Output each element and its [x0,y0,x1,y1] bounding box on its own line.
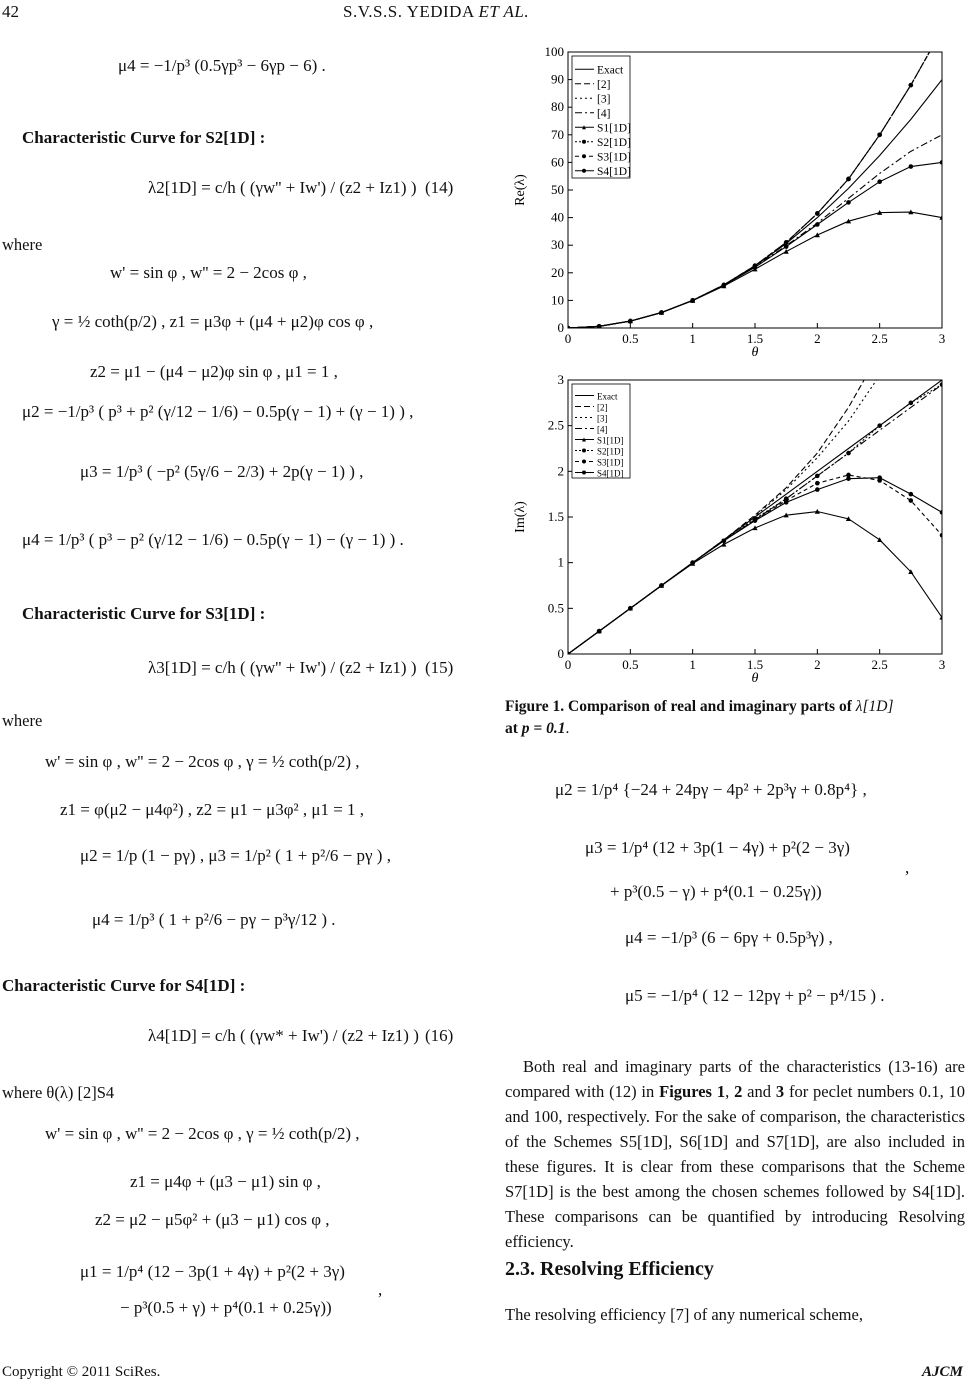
legend-label: S3[1D] [597,151,631,164]
legend-label: S2[1D] [597,446,624,457]
y-tick-label: 90 [551,71,564,87]
x-tick-label: 1.5 [746,331,764,346]
x-tick-label: 3 [938,331,946,346]
data-point [753,518,758,523]
chart-imaginary-part [510,372,955,690]
equation-line: z2 = μ2 − μ5φ² + (μ3 − μ1) cos φ , [95,1210,330,1229]
y-tick-label: 2 [557,463,564,479]
legend-label: [4] [597,107,611,120]
footer-journal: AJCM [922,1364,963,1380]
heading-s4: Characteristic Curve for S4[1D] : [2,976,246,995]
data-point [909,83,914,88]
x-tick-label: 1 [689,657,696,672]
y-tick-label: 30 [551,237,564,253]
y-tick-label: 0.5 [547,600,564,616]
legend-label: [2] [597,78,611,91]
data-point [815,222,820,227]
x-tick-label: 2.5 [871,331,888,346]
legend-label: S1[1D] [597,122,631,135]
y-axis-label: Im(λ) [513,501,528,533]
data-point [877,423,882,428]
equation-15: λ3[1D] = c/h ( (γw'' + Iw') / (z2 + Iz1) ) [148,658,417,677]
data-point [753,265,758,270]
equation-line: z1 = μ4φ + (μ3 − μ1) sin φ , [130,1172,321,1191]
legend-label: S4[1D] [597,165,631,178]
data-point [690,560,695,565]
y-tick-label: 0 [557,646,564,661]
data-point [722,538,727,543]
data-point [846,200,851,205]
equation-line: μ4 = 1/p³ ( 1 + p²/6 − pγ − p³γ/12 ) . [92,910,336,929]
y-tick-label: 2.5 [547,417,564,433]
running-title-etal: ET AL. [478,2,530,21]
equation-line: μ2 = −1/p³ ( p³ + p² (γ/12 − 1/6) − 0.5p(γ − 1) + (γ − 1) ) , [22,402,414,421]
figure-ref: 3 [775,1082,785,1101]
legend-label: Exact [597,64,624,77]
y-tick-label: 10 [551,292,564,308]
x-tick-label: 0.5 [622,331,639,346]
page-number: 42 [2,2,19,21]
data-point [659,583,664,588]
x-tick-label: 2.5 [871,657,888,672]
equation-14: λ2[1D] = c/h ( (γw'' + Iw') / (z2 + Iz1) ) [148,178,417,197]
equation-number-16: (16) [425,1026,454,1045]
y-tick-label: 50 [551,182,564,197]
legend-label: S3[1D] [597,457,624,468]
x-tick-label: 1.5 [746,657,764,672]
legend-marker [582,169,586,173]
y-tick-label: 70 [551,126,564,142]
paragraph-comparison [505,1054,965,1254]
equation-number-15: (15) [425,658,454,677]
equation-line: μ4 = 1/p³ ( p³ − p² (γ/12 − 1/6) − 0.5p(γ − 1) − (γ − 1) ) . [22,530,404,549]
y-tick-label: 3 [557,372,564,387]
heading-s3: Characteristic Curve for S3[1D] : [22,604,266,623]
equation-line: γ = ½ coth(p/2) , z1 = μ3φ + (μ4 + μ2)φ cos φ , [52,312,374,331]
running-title [343,2,529,22]
data-point [815,211,820,216]
figure-caption [505,696,955,740]
legend-marker [582,140,586,144]
data-point [566,652,571,657]
y-tick-label: 20 [551,264,564,280]
where-label: where [2,235,43,254]
figure-ref: Figures 1 [659,1082,726,1101]
paragraph-text: Both real and imaginary parts of the characteristics (13-16) are compared with (12) in [505,1057,965,1101]
x-tick-label: 0 [564,657,572,672]
x-tick-label: 1 [689,331,696,346]
data-point [784,244,789,249]
where-label: where θ(λ) [2]S4 [2,1083,115,1102]
footer-copyright: Copyright © 2011 SciRes. [2,1364,161,1380]
data-point [628,319,633,324]
data-point [784,500,789,505]
equation-mu4-top: μ4 = −1/p³ (0.5γp³ − 6γp − 6) . [118,56,326,75]
equation-mu3: μ3 = 1/p⁴ (12 + 3p(1 − 4γ) + p²(2 − 3γ) [585,838,850,857]
legend-label: [4] [597,424,608,435]
x-tick-label: 2 [814,331,821,346]
data-point [566,326,571,331]
comma: , [905,858,910,877]
legend-marker [582,154,586,158]
comma: , [378,1280,383,1299]
data-point [940,160,945,165]
y-tick-label: 40 [551,209,564,225]
data-point [846,476,851,481]
legend-marker [582,471,586,475]
equation-line: w' = sin φ , w'' = 2 − 2cos φ , γ = ½ coth(p/2) , [45,1124,360,1143]
y-tick-label: 60 [551,154,564,170]
paragraph-text: and [747,1082,771,1101]
data-point [877,133,882,138]
x-tick-label: 3 [938,657,946,672]
paragraph-resolving: The resolving efficiency [7] of any numerical scheme, [505,1305,863,1324]
data-point [815,474,820,479]
data-point [940,533,945,538]
section-title: 2.3. Resolving Efficiency [505,1258,714,1280]
legend-label: Exact [597,391,618,402]
legend-label: S4[1D] [597,468,624,479]
caption-text: Figure 1. Comparison of real and imaginary parts of [505,698,852,715]
chart-real-part [510,40,955,370]
data-point [877,475,882,480]
data-point [597,324,602,329]
equation-mu4: μ4 = −1/p³ (6 − 6pγ + 0.5p³γ) , [625,928,833,947]
equation-number-14: (14) [425,178,454,197]
legend-label: [3] [597,413,608,424]
data-point [722,283,727,288]
data-point [877,179,882,184]
x-axis-label: θ [751,671,759,686]
caption-text: at [505,720,518,737]
equation-line: w' = sin φ , w'' = 2 − 2cos φ , γ = ½ coth(p/2) , [45,752,360,771]
legend-label: [2] [597,402,608,413]
heading-s2: Characteristic Curve for S2[1D] : [22,128,266,147]
equation-mu2: μ2 = 1/p⁴ {−24 + 24pγ − 4p² + 2p³γ + 0.8p⁴} , [555,780,867,799]
equation-line: μ1 = 1/p⁴ (12 − 3p(1 + 4γ) + p²(2 + 3γ) [80,1262,345,1281]
data-point [940,382,945,387]
data-point [909,401,914,406]
caption-p: p = 0.1 [521,720,566,737]
data-point [846,177,851,182]
data-point [909,164,914,169]
legend-label: S2[1D] [597,136,631,149]
x-tick-label: 2 [814,657,821,672]
data-point [815,487,820,492]
data-point [940,510,945,515]
data-point [815,481,820,486]
legend-label: S1[1D] [597,435,624,446]
where-label: where [2,711,43,730]
equation-line: μ3 = 1/p³ ( −p² (5γ/6 − 2/3) + 2p(γ − 1) ) , [80,462,364,481]
legend-marker [582,460,586,464]
equation-line: z1 = φ(μ2 − μ4φ²) , z2 = μ1 − μ3φ² , μ1 = 1 , [60,800,365,819]
data-point [690,298,695,303]
y-tick-label: 80 [551,99,564,115]
running-title-authors: S.V.S.S. YEDIDA [343,2,474,21]
data-point [659,310,664,315]
data-point [784,240,789,245]
data-point [846,451,851,456]
y-tick-label: 1.5 [547,509,564,524]
data-point [628,606,633,611]
legend-label: [3] [597,93,611,106]
equation-mu5: μ5 = −1/p⁴ ( 12 − 12pγ + p² − p⁴/15 ) . [625,986,885,1005]
equation-mu3-continued: + p³(0.5 − γ) + p⁴(0.1 − 0.25γ)) [610,882,822,901]
equation-line: − p³(0.5 + γ) + p⁴(0.1 + 0.25γ)) [120,1298,332,1317]
equation-line: μ2 = 1/p (1 − pγ) , μ3 = 1/p² ( 1 + p²/6 − pγ ) , [80,846,391,865]
data-point [909,498,914,503]
paragraph-text: , [725,1082,730,1101]
x-axis-label: θ [751,345,759,360]
y-axis-label: Re(λ) [513,174,528,206]
data-point [909,492,914,497]
equation-line: w' = sin φ , w'' = 2 − 2cos φ , [110,263,307,282]
equation-16: λ4[1D] = c/h ( (γw* + Iw') / (z2 + Iz1) ) [148,1026,419,1045]
x-tick-label: 0.5 [622,657,639,672]
legend-marker [582,449,586,453]
y-tick-label: 1 [557,554,564,570]
data-point [597,629,602,634]
caption-symbol: λ[1D] [855,698,894,715]
y-tick-label: 100 [544,44,564,59]
figure-ref: 2 [734,1082,743,1101]
x-tick-label: 0 [564,331,572,346]
paragraph-text: for peclet numbers 0.1, 10 and 100, respectively. For the sake of comparison, the characteristics of the Schemes S5[1D], S6[1D] and S7[1D], are also included in these figures. It is clear from these comparisons that the Scheme S7[1D] is the best among the chosen schemes followed by S4[1D]. These comparisons can be quantified by introducing Resolving efficiency. [505,1082,966,1251]
y-tick-label: 0 [557,320,564,335]
caption-period: . [565,720,570,737]
equation-line: z2 = μ1 − (μ4 − μ2)φ sin φ , μ1 = 1 , [90,362,338,381]
